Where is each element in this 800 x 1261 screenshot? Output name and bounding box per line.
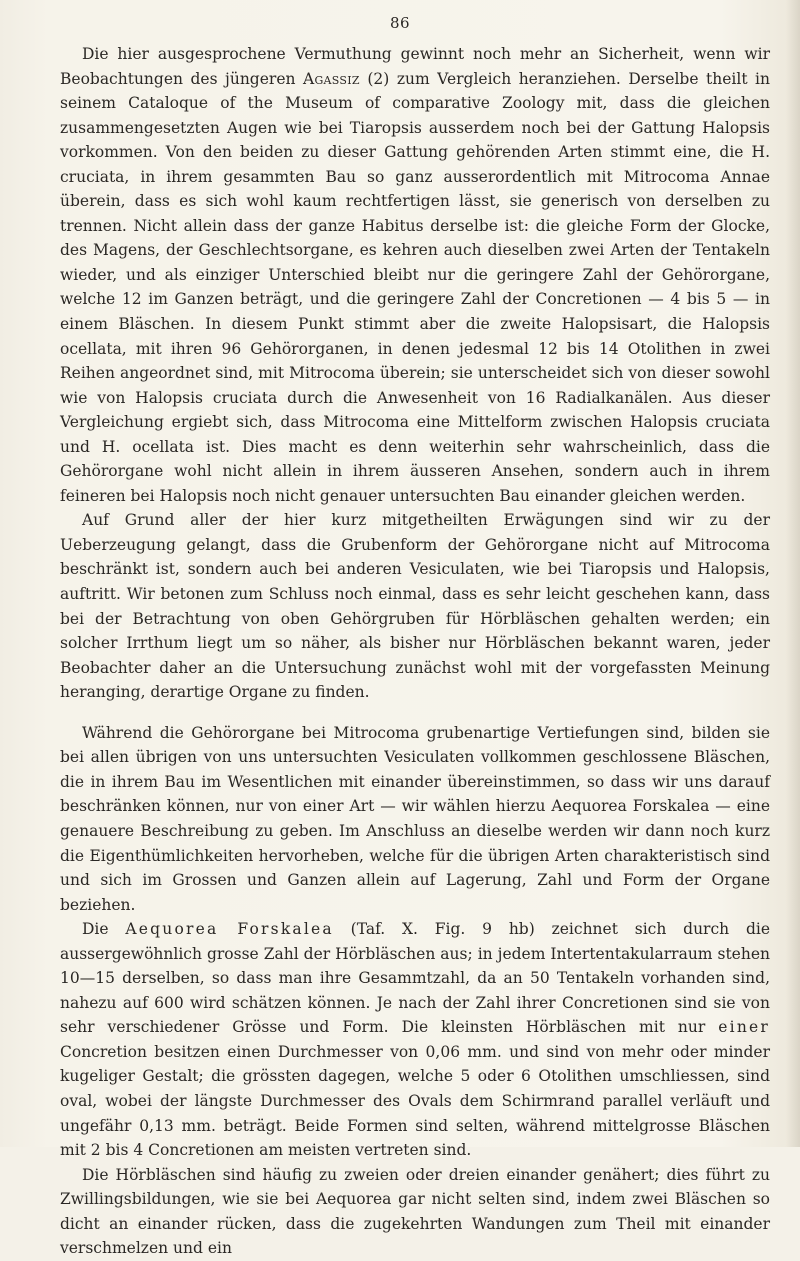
small-caps-name: Agassiz	[302, 69, 360, 88]
text-run: Die hier ausgesprochene Vermuthung gewinnt noch mehr an Sicherheit, wenn wir Beobachtungen des jüngeren	[60, 45, 770, 88]
text-run: Die	[82, 920, 126, 939]
paragraph	[60, 917, 770, 1162]
paragraph	[60, 508, 770, 704]
paragraph	[60, 1163, 770, 1261]
page-edge-shadow	[786, 0, 800, 1147]
page-number: 86	[389, 14, 411, 32]
paragraph	[60, 721, 770, 917]
spaced-emphasis: Aequorea Forskalea	[125, 920, 334, 939]
paragraph	[60, 42, 770, 508]
body-text	[60, 42, 770, 1261]
text-run: Auf Grund aller der hier kurz mitgetheilten Erwägungen sind wir zu der Ueberzeugung gelangt, dass die Grubenform der Gehörorgane nicht auf Mitrocoma beschränkt ist, sondern auch bei anderen Vesiculaten, wie bei Tiaropsis und Halopsis, auftritt. Wir betonen zum Schluss noch einmal, dass es sehr leicht geschehen kann, dass bei der Betrachtung von oben Gehörgruben für Hörbläschen gehalten werden; ein solcher Irrthum liegt um so näher, als bisher nur Hörbläschen bekannt waren, jeder Beobachter daher an die Untersuchung zunächst wohl mit der vorgefassten Meinung heranging, derartige Organe zu finden.	[60, 511, 770, 702]
text-run: (2) zum Vergleich heranziehen. Derselbe theilt in seinem Cataloque of the Museum of comparative Zoology mit, dass die gleichen zusammengesetzten Augen wie bei Tiaropsis ausserdem noch bei der Gattung Halopsis vorkommen. Von den beiden zu dieser Gattung gehörenden Arten stimmt eine, die H. cruciata, in ihrem gesammten Bau so ganz ausserordentlich mit Mitrocoma Annae überein, dass es sich wohl kaum rechtfertigen lässt, sie generisch von derselben zu trennen. Nicht allein dass der ganze Habitus derselbe ist: die gleiche Form der Glocke, des Magens, der Geschlechtsorgane, es kehren auch dieselben zwei Arten der Tentakeln wieder, und als einziger Unterschied bleibt nur die geringere Zahl der Gehörorgane, welche 12 im Ganzen beträgt, und die geringere Zahl der Concretionen — 4 bis 5 — in einem Bläschen. In diesem Punkt stimmt aber die zweite Halopsisart, die Halopsis ocellata, mit ihren 96 Gehörorganen, in denen jedesmal 12 bis 14 Otolithen in zwei Reihen angeordnet sind, mit Mitrocoma überein; sie unterscheidet sich von dieser sowohl wie von Halopsis cruciata durch die Anwesenheit von 16 Radialkanälen. Aus dieser Vergleichung ergiebt sich, dass Mitrocoma eine Mittelform zwischen Halopsis cruciata und H. ocellata ist. Dies macht es denn weiterhin sehr wahrscheinlich, dass die Gehörorgane wohl nicht allein in ihrem äusseren Ansehen, sondern auch in ihrem feineren bei Halopsis noch nicht genauer untersuchten Bau einander gleichen werden.	[60, 69, 770, 505]
text-run: Während die Gehörorgane bei Mitrocoma grubenartige Vertiefungen sind, bilden sie bei allen übrigen von uns untersuchten Vesiculaten vollkommen geschlossene Bläschen, die in ihrem Bau im Wesentlichen mit einander übereinstimmen, so dass wir uns darauf beschränken können, nur von einer Art — wir wählen hierzu Aequorea Forskalea — eine genauere Beschreibung zu geben. Im Anschluss an dieselbe werden wir dann noch kurz die Eigenthümlichkeiten hervorheben, welche für die übrigen Arten charakteristisch sind und sich im Grossen und Ganzen allein auf Lagerung, Zahl und Form der Organe beziehen.	[60, 723, 770, 914]
text-run: Concretion besitzen einen Durchmesser von 0,06 mm. und sind von mehr oder minder kugeliger Gestalt; die grössten dagegen, welche 5 oder 6 Otolithen umschliessen, sind oval, wobei der längste Durchmesser des Ovals dem Schirmrand parallel verläuft und ungefähr 0,13 mm. beträgt. Beide Formen sind selten, während mittelgrosse Bläschen mit 2 bis 4 Concretionen am meisten vertreten sind.	[60, 1042, 770, 1160]
spaced-emphasis: einer	[718, 1018, 770, 1037]
text-run: (Taf. X. Fig. 9 hb) zeichnet sich durch die aussergewöhnlich grosse Zahl der Hörbläschen aus; in jedem Intertentakularraum stehen 10—15 derselben, so dass man ihre Gesammtzahl, da an 50 Tentakeln vorhanden sind, nahezu auf 600 wird schätzen können. Je nach der Zahl ihrer Concretionen sind sie von sehr verschiedener Grösse und Form. Die kleinsten Hörbläschen mit nur	[60, 920, 770, 1037]
text-run: Die Hörbläschen sind häufig zu zweien oder dreien einander genähert; dies führt zu Zwillingsbildungen, wie sie bei Aequorea gar nicht selten sind, indem zwei Bläschen so dicht an einander rücken, dass die zugekehrten Wandungen zum Theil mit einander verschmelzen und ein	[60, 1165, 770, 1258]
